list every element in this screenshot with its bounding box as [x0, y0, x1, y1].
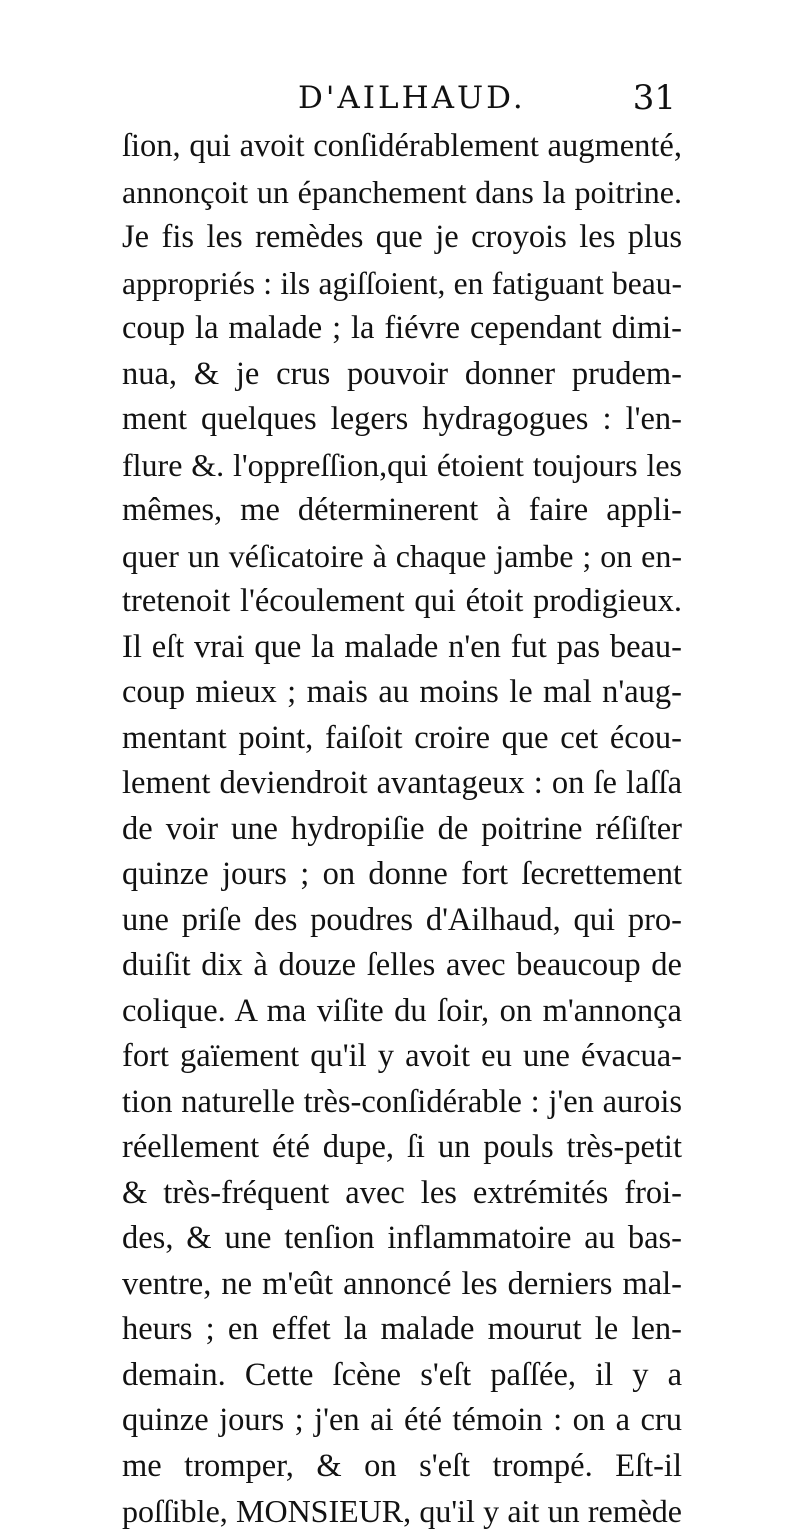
- text-line: coup la malade ; la fiévre cependant dimi-: [122, 310, 682, 346]
- text-line: colique. A ma viſite du ſoir, on m'annonça: [122, 992, 682, 1029]
- body-text: [122, 124, 682, 1535]
- text-line: appropriés : ils agiſſoient, en fatiguant beau-: [122, 265, 682, 301]
- text-line: heurs ; en effet la malade mourut le len-: [122, 1311, 682, 1347]
- text-line: coup mieux ; mais au moins le mal n'aug-: [122, 674, 682, 710]
- text-line: une priſe des poudres d'Ailhaud, qui pro-: [122, 901, 682, 938]
- text-line: Je fis les remèdes que je croyois les plus: [122, 219, 682, 255]
- page-number: 31: [632, 78, 676, 118]
- text-line: de voir une hydropiſie de poitrine réſiſter: [122, 810, 682, 847]
- text-line: quer un véſicatoire à chaque jambe ; on en-: [122, 537, 682, 574]
- text-line: nua, & je crus pouvoir donner prudem-: [122, 355, 682, 392]
- text-line: ment quelques legers hydragogues : l'en-: [122, 401, 682, 437]
- text-line: me tromper, & on s'eſt trompé. Eſt-il: [122, 1447, 682, 1484]
- text-line: ventre, ne m'eût annoncé les derniers mal-: [122, 1265, 682, 1302]
- text-line: des, & une tenſion inflammatoire au bas-: [122, 1220, 682, 1256]
- text-line: duiſit dix à douze ſelles avec beaucoup de: [122, 947, 682, 983]
- text-line: fort gaïement qu'il y avoit eu une évacua-: [122, 1038, 682, 1074]
- text-line: quinze jours ; on donne fort ſecrettement: [122, 856, 682, 892]
- text-line: mêmes, me déterminerent à faire appli-: [122, 492, 682, 528]
- text-line: flure &. l'oppreſſion,qui étoient toujours les: [122, 446, 682, 483]
- page-header: [122, 78, 682, 122]
- text-line: demain. Cette ſcène s'eſt paſſée, il y a: [122, 1356, 682, 1393]
- text-line: lement deviendroit avantageux : on ſe laſſa: [122, 765, 682, 801]
- text-line: réellement été dupe, ſi un pouls très-petit: [122, 1129, 682, 1165]
- text-line: poſſible, MONSIEUR, qu'il y ait un remède: [122, 1493, 682, 1529]
- text-line: & très-fréquent avec les extrémités froi-: [122, 1174, 682, 1211]
- text-line: ſion, qui avoit conſidérablement augmenté,: [122, 128, 682, 164]
- text-line: Il eſt vrai que la malade n'en fut pas beau-: [122, 628, 682, 665]
- text-line: tretenoit l'écoulement qui étoit prodigieux.: [122, 583, 682, 619]
- running-head: D'AILHAUD.: [298, 80, 526, 116]
- text-line: quinze jours ; j'en ai été témoin : on a cru: [122, 1402, 682, 1438]
- text-line: tion naturelle très-conſidérable : j'en aurois: [122, 1083, 682, 1120]
- text-line: annonçoit un épanchement dans la poitrine.: [122, 173, 682, 210]
- text-line: mentant point, faiſoit croire que cet écou-: [122, 719, 682, 756]
